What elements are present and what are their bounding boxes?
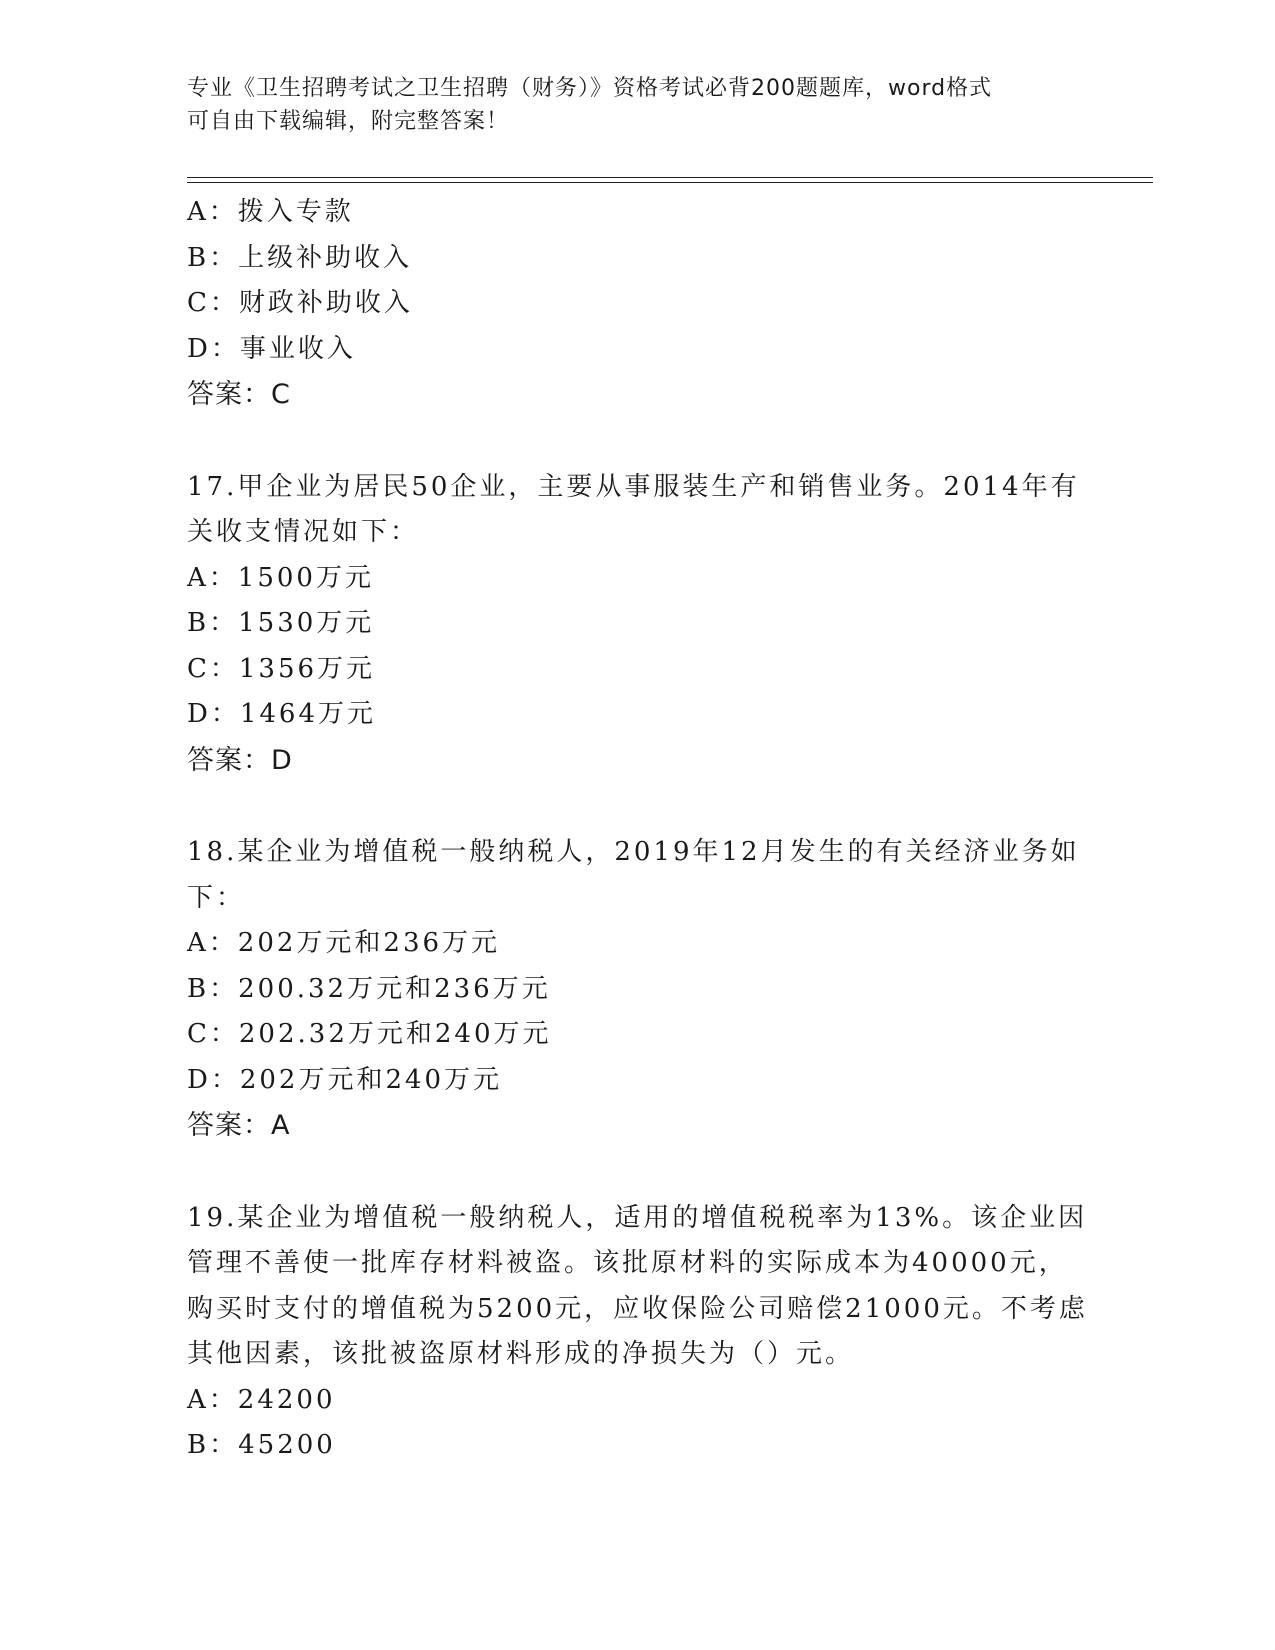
block-spacer [187, 1149, 1087, 1196]
block-spacer [187, 418, 1087, 465]
block-spacer [187, 783, 1087, 830]
question-text: 下： [187, 882, 246, 913]
question-block [187, 1196, 1087, 1469]
option-line: B：1530万元 [187, 608, 375, 638]
header-divider-top [187, 177, 1153, 178]
question-text: 管理不善使一批库存材料被盗。该批原材料的实际成本为40000元， [187, 1248, 1068, 1278]
option-line: D：202万元和240万元 [187, 1064, 503, 1095]
option-line: A：拨入专款 [187, 197, 354, 227]
option-line: D：事业收入 [187, 333, 356, 364]
question-block [187, 190, 1087, 418]
option-line: A：1500万元 [187, 562, 374, 593]
answer-line: 答案：A [187, 1110, 291, 1141]
question-list [187, 190, 1087, 1469]
option-line: C：财政补助收入 [187, 288, 413, 318]
question-text: 17.甲企业为居民50企业，主要从事服装生产和销售业务。2014年有 [187, 471, 1080, 502]
option-line: C：1356万元 [187, 653, 376, 684]
question-text: 18.某企业为增值税一般纳税人，2019年12月发生的有关经济业务如 [187, 837, 1080, 867]
header-line-1: 专业《卫生招聘考试之卫生招聘（财务）》资格考试必背200题题库，word格式 [187, 76, 993, 101]
question-block [187, 830, 1087, 1149]
question-text: 19.某企业为增值税一般纳税人，适用的增值税税率为13%。该企业因 [187, 1202, 1088, 1233]
question-block [187, 465, 1087, 784]
option-line: A：202万元和236万元 [187, 928, 501, 958]
answer-line: 答案：D [187, 744, 293, 776]
option-line: C：202.32万元和240万元 [187, 1019, 552, 1049]
option-line: B：45200 [187, 1430, 336, 1460]
document-header [187, 72, 1067, 138]
header-line-2: 可自由下载编辑，附完整答案！ [187, 109, 510, 134]
header-divider-bottom [187, 182, 1153, 183]
option-line: A：24200 [187, 1384, 336, 1415]
option-line: D：1464万元 [187, 699, 377, 729]
option-line: B：200.32万元和236万元 [187, 973, 551, 1004]
question-text: 关收支情况如下： [187, 517, 420, 547]
question-text: 其他因素，该批被盗原材料形成的净损失为（）元。 [187, 1339, 855, 1369]
option-line: B：上级补助收入 [187, 242, 413, 273]
answer-line: 答案：C [187, 379, 291, 410]
question-text: 购买时支付的增值税为5200元，应收保险公司赔偿21000元。不考虑 [187, 1293, 1088, 1324]
